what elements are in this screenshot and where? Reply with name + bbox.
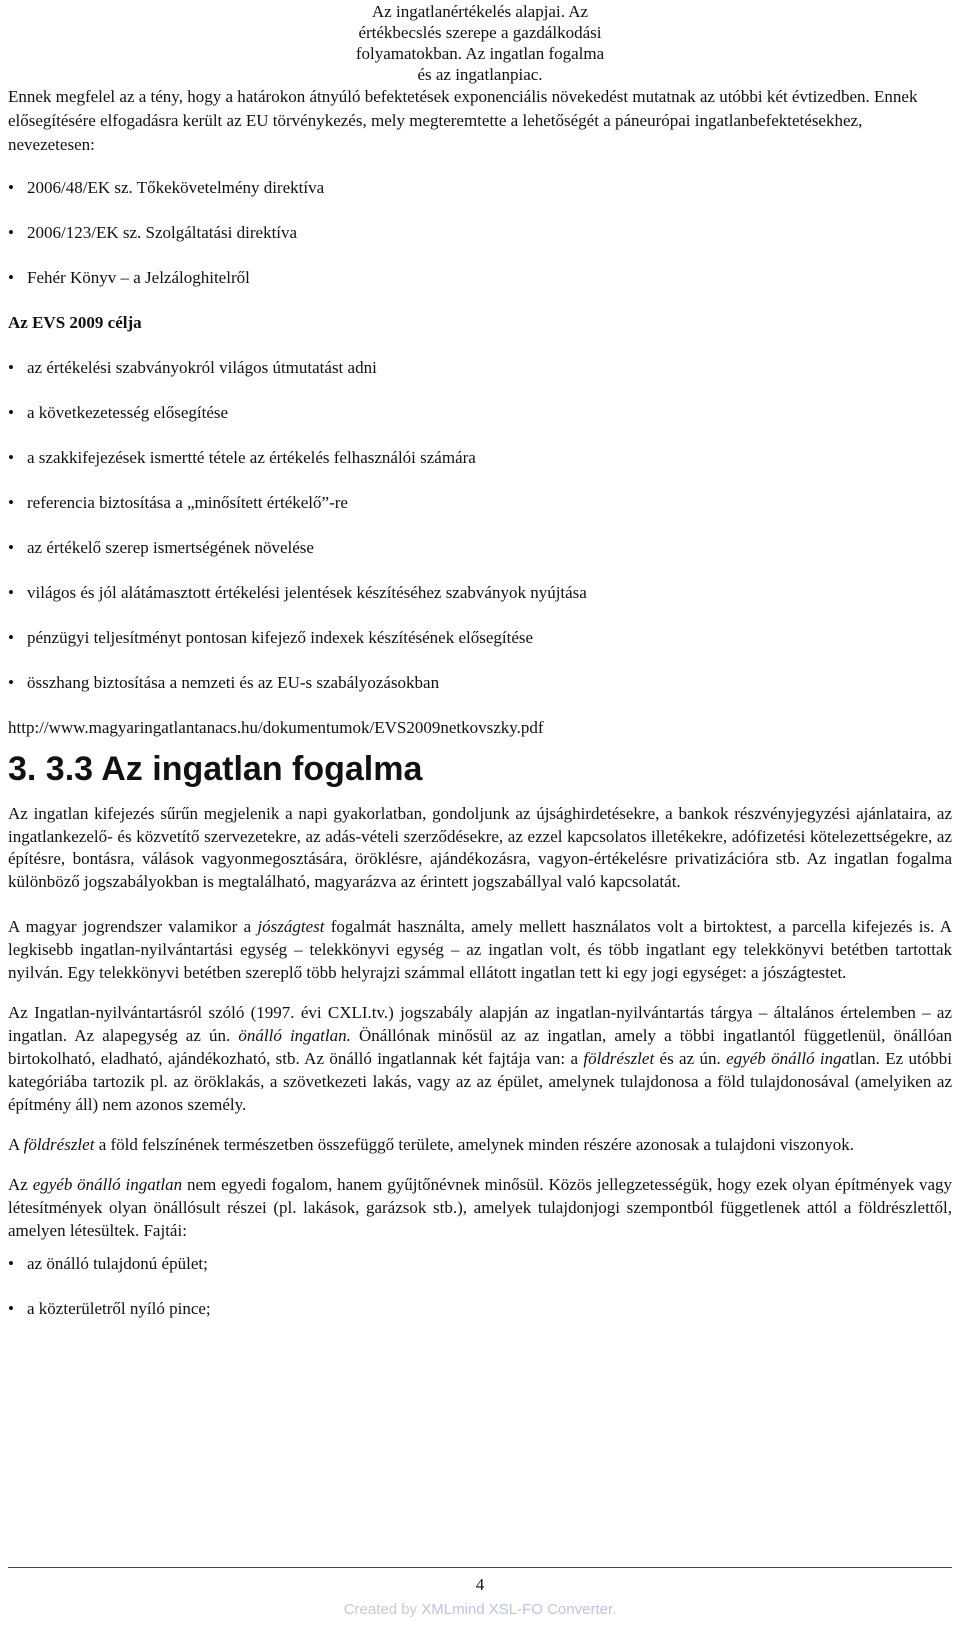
list-item: • Fehér Könyv – a Jelzáloghitelről [8, 266, 952, 311]
header-line: értékbecslés szerepe a gazdálkodási [358, 23, 602, 42]
text-run: tlan. Ez utóbbi kategóriába tartozik pl. az öröklakás, a szövetkezeti lakás, vagy az az épület, amelynek tulajdonosa a föld tulajdonosával (amelyiken az építmény áll) nem azonos személy. [8, 1048, 952, 1114]
italic-term: egyéb önálló ingatlan [32, 1174, 183, 1194]
italic-term: egyéb önálló inga [726, 1048, 851, 1068]
text-run: A magyar jogrendszer valamikor a [8, 916, 258, 936]
list-item: • 2006/48/EK sz. Tőkekövetelmény direktíva [8, 176, 952, 221]
credit-text: Created by [343, 1601, 422, 1618]
page-body [0, 85, 960, 1342]
credit-text: . [612, 1601, 617, 1618]
paragraph-foldreszlet [8, 1133, 952, 1156]
paragraph-egyeb-onallo [8, 1173, 952, 1242]
text-run: Az Ingatlan-nyilvántartásról szóló (1997. évi CXLI.tv.) jogszabály alapján az ingatlan-nyilvántartás tárgya – általános értelemben – az ingatlan. Az alapegység az ún. [8, 1002, 952, 1045]
list-item: • az értékelési szabványokról világos útmutatást adni [8, 356, 952, 401]
header-line: Az ingatlanértékelés alapjai. Az [371, 2, 589, 21]
paragraph-joszagtest [8, 915, 952, 984]
paragraph-ingatlan-nyilvantartas [8, 1001, 952, 1116]
intro-paragraph: Ennek megfelel az a tény, hogy a határokon átnyúló befektetések exponenciális növekedést mutatnak az utóbbi két évtizedben. Ennek elősegítésére elfogadásra került az EU törvénykezés, mely megteremtette a lehetőségét a páneurópai ingatlanbefektetésekhez, nevezetesen: [8, 87, 918, 154]
text-run: Az [8, 1174, 33, 1194]
text-run: a föld felszínének természetben összefüggő területe, amelynek minden részére azonosak a tulajdoni viszonyok. [94, 1134, 854, 1154]
directive-list [8, 176, 952, 311]
property-type-list [8, 1252, 952, 1342]
running-header [0, 0, 960, 85]
section-title: 3. 3.3 Az ingatlan fogalma [8, 750, 423, 788]
text-run: és az ún. [654, 1048, 727, 1068]
list-item: • 2006/123/EK sz. Szolgáltatási direktíva [8, 221, 952, 266]
reference-url[interactable]: http://www.magyaringatlantanacs.hu/dokumentumok/EVS2009netkovszky.pdf [8, 718, 544, 737]
italic-term: önálló ingatlan. [238, 1025, 351, 1045]
italic-term: földrészlet [583, 1048, 655, 1068]
converter-credit [0, 1601, 960, 1618]
list-item: • referencia biztosítása a „minősített értékelő”-re [8, 491, 952, 536]
list-item: • összhang biztosítása a nemzeti és az EU-s szabályozásokban [8, 671, 952, 716]
list-item: • a szakkifejezések ismertté tétele az értékelés felhasználói számára [8, 446, 952, 491]
header-line: és az ingatlanpiac. [417, 65, 543, 84]
evs-goal-list [8, 356, 952, 716]
list-item: • pénzügyi teljesítményt pontosan kifejező indexek készítésének elősegítése [8, 626, 952, 671]
header-line: folyamatokban. Az ingatlan fogalma [355, 44, 605, 63]
text-run: Önállónak minősül az az ingatlan, amely a többi ingatlantól függetlenül, önállóan birtokolható, eladható, ajándékozható, stb. Az önálló ingatlannak két fajtája van: a [8, 1025, 952, 1068]
text-run: fogalmát használta, amely mellett használatos volt a birtoktest, a parcella kifejezés is. A legkisebb ingatlan-nyilvántartási egység – telekkönyvi egység – az ingatlan volt, és több ingatlant egy telekkönyvi betétben tartottak nyilván. Egy telekkönyvi betétben szereplő több helyrajzi számmal ellátott ingatlan tett ki egy jogi egységet: a jószágtestet. [8, 916, 952, 982]
text-run: A [8, 1134, 24, 1154]
page-number: 4 [475, 1575, 485, 1594]
evs-heading: Az EVS 2009 célja [8, 313, 142, 332]
list-item: • az értékelő szerep ismertségének növelése [8, 536, 952, 581]
text-run: nem egyedi fogalom, hanem gyűjtőnévnek minősül. Közös jellegzetességük, hogy ezek olyan építmények vagy létesítmények olyan önállósult részei (pl. lakások, garázsok stb.), amelyek tulajdonjogi szempontból függetlenek attól a földrészlettől, amelyen létesültek. Fajtái: [8, 1174, 952, 1240]
italic-term: jószágtest [257, 916, 325, 936]
credit-link[interactable]: XMLmind XSL-FO Converter [421, 1601, 613, 1618]
list-item: • világos és jól alátámasztott értékelési jelentések készítéséhez szabványok nyújtása [8, 581, 952, 626]
footer-divider [8, 1567, 952, 1568]
list-item: • az önálló tulajdonú épület; [8, 1252, 952, 1297]
italic-term: földrészlet [23, 1134, 95, 1154]
list-item: • a következetesség elősegítése [8, 401, 952, 446]
list-item: • a közterületről nyíló pince; [8, 1297, 952, 1342]
paragraph-ingatlan-usage: Az ingatlan kifejezés sűrűn megjelenik a napi gyakorlatban, gondoljunk az újsághirdetésekre, a bankok részvényjegyzési ajánlataira, az ingatlankezelő- és közvetítő szervezetekre, az adás-vételi szerződésekre, az ezzel kapcsolatos illetékekre, adófizetési kötelezettségekre, az építésre, bontásra, válások vagyonmegosztására, öröklésre, ajándékozásra, vagyon-értékelésre privatizációra stb. Az ingatlan fogalma különböző jogszabályokban is megtalálható, magyarázva az érintett jogszabállyal való kapcsolatát. [8, 804, 952, 892]
